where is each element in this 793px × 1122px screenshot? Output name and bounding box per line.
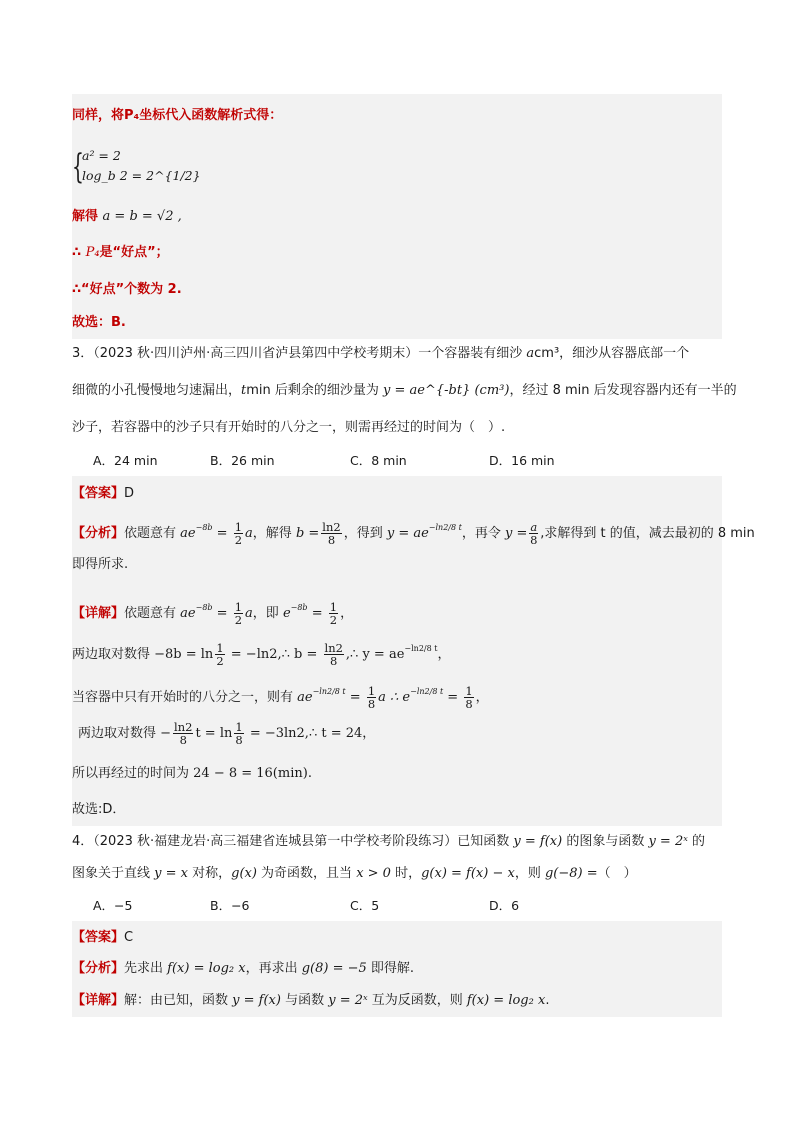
q4-option-a[interactable]: A．−5 <box>93 898 133 913</box>
q3-analysis-text-b: ，解得 <box>252 526 296 541</box>
q4-option-c[interactable]: C．5 <box>350 898 380 913</box>
q4-blank: （ ） <box>597 866 637 881</box>
p4-label: P₄ <box>85 245 100 260</box>
q3-answer-line <box>72 484 134 504</box>
analysis-label: 【分析】 <box>72 961 125 976</box>
equation-system <box>72 146 272 190</box>
q4-func-f: y = f(x) <box>513 834 563 849</box>
answer-label: 【答案】 <box>72 930 125 945</box>
q3-step2-a: 当容器中只有开始时的八分之一，则有 <box>72 690 298 705</box>
detail-label: 【详解】 <box>72 993 125 1008</box>
q3-var-a: a <box>526 346 535 361</box>
q4-detail-h: f(x) = log₂ x <box>466 993 546 1008</box>
q3-detail-line: 【详解】依题意有 $ae^{-8b}$ = $\frac{1}{2}$ a，即 $e^{-8b}$ = $\frac{1}{2}$ ， <box>72 600 354 627</box>
solve-prefix: 解得 <box>72 209 99 224</box>
q4-option-d[interactable]: D．6 <box>489 898 520 913</box>
q3-analysis-line: 【分析】依题意有 $ae^{-8b}$ = $\frac{1}{2}$ a，解得 b = $\frac{\ln 2}{8}$ ，得到 $y = ae^{-ln2/8 t}$，再令 y = $\frac{a}{8}$ ,求解得到 t 的值，减去最初的 8 min <box>72 520 755 547</box>
q3-analysis-expr-1: $ae^{-8b}$ = <box>180 523 232 541</box>
q3-decay-formula: y = ae^{-bt} (cm³) <box>383 383 510 398</box>
frac-a-8: $\frac{a}{8}$ <box>530 520 538 547</box>
q4-func-g: g(x) <box>231 866 257 881</box>
system-eq-1: a² = 2 <box>82 148 121 163</box>
q3-analysis-text-a: 依题意有 <box>124 526 181 541</box>
system-eq-2: log_b 2 = 2^{1/2} <box>82 168 201 183</box>
q3-step3-a: 两边取对数得 − <box>78 726 172 741</box>
q3-step3-b: t = ln <box>195 726 233 741</box>
q3-step2-e: ， <box>475 690 489 705</box>
q4-answer-line <box>72 928 133 948</box>
q3-step3-c: = −3ln2,∴ t = 24， <box>245 726 376 741</box>
detail-label: 【详解】 <box>72 606 125 621</box>
q4-stem-text-1a: 4．（2023 秋·福建龙岩·高三福建省连城县第一中学校考阶段练习）已知函数 <box>72 834 514 849</box>
q4-analysis-line <box>72 959 414 979</box>
q3-answer-value: D <box>124 486 135 501</box>
q3-option-d[interactable]: D．16 min <box>489 453 555 468</box>
q4-line-yx: y = x <box>154 866 188 881</box>
q3-step4-c: . <box>307 766 312 781</box>
q3-analysis-text-c: ，得到 <box>343 526 387 541</box>
q4-stem-text-2c: 为奇函数，且当 <box>256 866 357 881</box>
q3-step-4 <box>72 764 312 784</box>
q4-stem-text-2b: 对称， <box>187 866 232 881</box>
q3-option-a[interactable]: A．24 min <box>93 453 158 468</box>
good-point-text: 是“好点”； <box>99 245 169 260</box>
q4-stem-text-2a: 图象关于直线 <box>72 866 155 881</box>
q3-analysis-text-e: ,求解得到 t 的值，减去最初的 8 min <box>540 526 755 541</box>
q3-step-1: 两边取对数得 −8b = ln $\frac{1}{2}$ = −ln2,∴ b = $\frac{\ln 2}{8}$ ,∴ $y = ae^{-ln2/8 t}$， <box>72 641 451 668</box>
q3-stem-text-2a: 细微的小孔慢慢地匀速漏出， <box>72 383 242 398</box>
q3-analysis-text-d: ，再令 <box>461 526 505 541</box>
q3-step-3: 两边取对数得 − $\frac{\ln 2}{8}$ t = ln $\frac{1}{8}$ = −3ln2,∴ t = 24， <box>78 720 376 747</box>
analysis-label: 【分析】 <box>72 526 125 541</box>
q3-stem-text-1a: 3．（2023 秋·四川泸州·高三四川省泸县第四中学校考期末）一个容器装有细沙 <box>72 346 527 361</box>
q3-step-2: 当容器中只有开始时的八分之一，则有 $ae^{-ln2/8 t}$ = $\frac{1}{8}$ a ∴ $e^{-ln2/8 t}$ = $\frac{1}{8}$ ， <box>72 684 489 711</box>
q3-stem-line-1 <box>72 344 689 364</box>
q3-step4-a: 所以再经过的时间为 <box>72 766 194 781</box>
q4-detail-b: 与函数 <box>280 993 329 1008</box>
q4-cond-x: x > 0 <box>356 866 391 881</box>
q3-detail-text-c: ， <box>340 606 354 621</box>
therefore-symbol: ∴ <box>72 245 86 260</box>
q3-stem-text-1b: cm³，细沙从容器底部一个 <box>534 346 690 361</box>
q3-stem-line-3: 沙子，若容器中的沙子只有开始时的八分之一，则需再经过的时间为（ ）. <box>72 420 506 435</box>
q4-detail-a: 解：由已知，函数 <box>124 993 233 1008</box>
choose-line-1: 故选：B. <box>72 315 126 330</box>
q3-option-c[interactable]: C．8 min <box>350 453 407 468</box>
q4-func-exp: y = 2ˣ <box>648 834 688 849</box>
p4-substitute-line: 同样，将P₄坐标代入函数解析式得： <box>72 108 283 123</box>
q3-stem-text-2d: ，经过 8 min 后发现容器内还有一半的 <box>509 383 737 398</box>
q4-stem-line-1 <box>72 832 705 852</box>
brace-icon: { <box>72 147 84 187</box>
good-point-count-line: ∴“好点”个数为 2. <box>72 282 182 297</box>
q3-step1-c: ,∴ y = ae <box>345 647 405 662</box>
q3-step2-b: = <box>345 690 365 705</box>
q3-choose-line: 故选:D． <box>72 802 126 817</box>
q3-step1-b: = −ln2,∴ b = <box>226 647 322 662</box>
q4-option-b[interactable]: B．−6 <box>210 898 250 913</box>
frac-half: $\frac{1}{2}$ <box>234 520 243 547</box>
q4-stem-line-2 <box>72 864 637 884</box>
q3-option-b[interactable]: B．26 min <box>210 453 275 468</box>
q3-step2-d: = <box>443 690 463 705</box>
q4-stem-text-1b: 的图象与函数 <box>562 834 649 849</box>
solve-expression: a = b = √2 , <box>102 209 182 224</box>
frac-ln2-8: $\frac{\ln 2}{8}$ <box>322 520 341 547</box>
q3-step4-b: 24 − 8 = 16(min) <box>193 766 308 781</box>
q4-detail-line <box>72 991 549 1011</box>
q3-stem-text-2c: min 后剩余的细沙量为 <box>246 383 384 398</box>
q4-answer-value: C <box>124 930 134 945</box>
q3-step1-d: ， <box>437 647 451 662</box>
q4-detail-c: 互为反函数，则 <box>367 993 467 1008</box>
q4-analysis-c: 即得解. <box>366 961 415 976</box>
q3-detail-text-a: 依题意有 <box>124 606 181 621</box>
q4-analysis-g: g(8) = −5 <box>301 961 367 976</box>
q3-var-t: t <box>241 383 247 398</box>
q3-step1-a: 两边取对数得 −8b = ln <box>72 647 214 662</box>
q3-detail-text-b: ，即 <box>252 606 283 621</box>
solve-line <box>72 207 182 227</box>
q4-g-def: g(x) = f(x) − x <box>421 866 515 881</box>
q4-stem-text-2d: 时， <box>390 866 422 881</box>
q3-analysis-line-2: 即得所求. <box>72 557 129 572</box>
q4-analysis-b: ，再求出 <box>245 961 302 976</box>
q4-detail-g: y = 2ˣ <box>328 993 368 1008</box>
q4-stem-text-2e: ，则 <box>514 866 545 881</box>
q4-query: g(−8) = <box>544 866 598 881</box>
q3-step2-c: a ∴ e <box>378 690 411 705</box>
q4-analysis-a: 先求出 <box>124 961 168 976</box>
answer-label: 【答案】 <box>72 486 125 501</box>
p4-good-point-line <box>72 243 169 263</box>
q4-stem-text-1c: 的 <box>687 834 705 849</box>
q3-stem-line-2 <box>72 381 737 401</box>
q4-analysis-f: f(x) = log₂ x <box>167 961 246 976</box>
q4-detail-d: . <box>545 993 550 1008</box>
q4-detail-f: y = f(x) <box>232 993 281 1008</box>
